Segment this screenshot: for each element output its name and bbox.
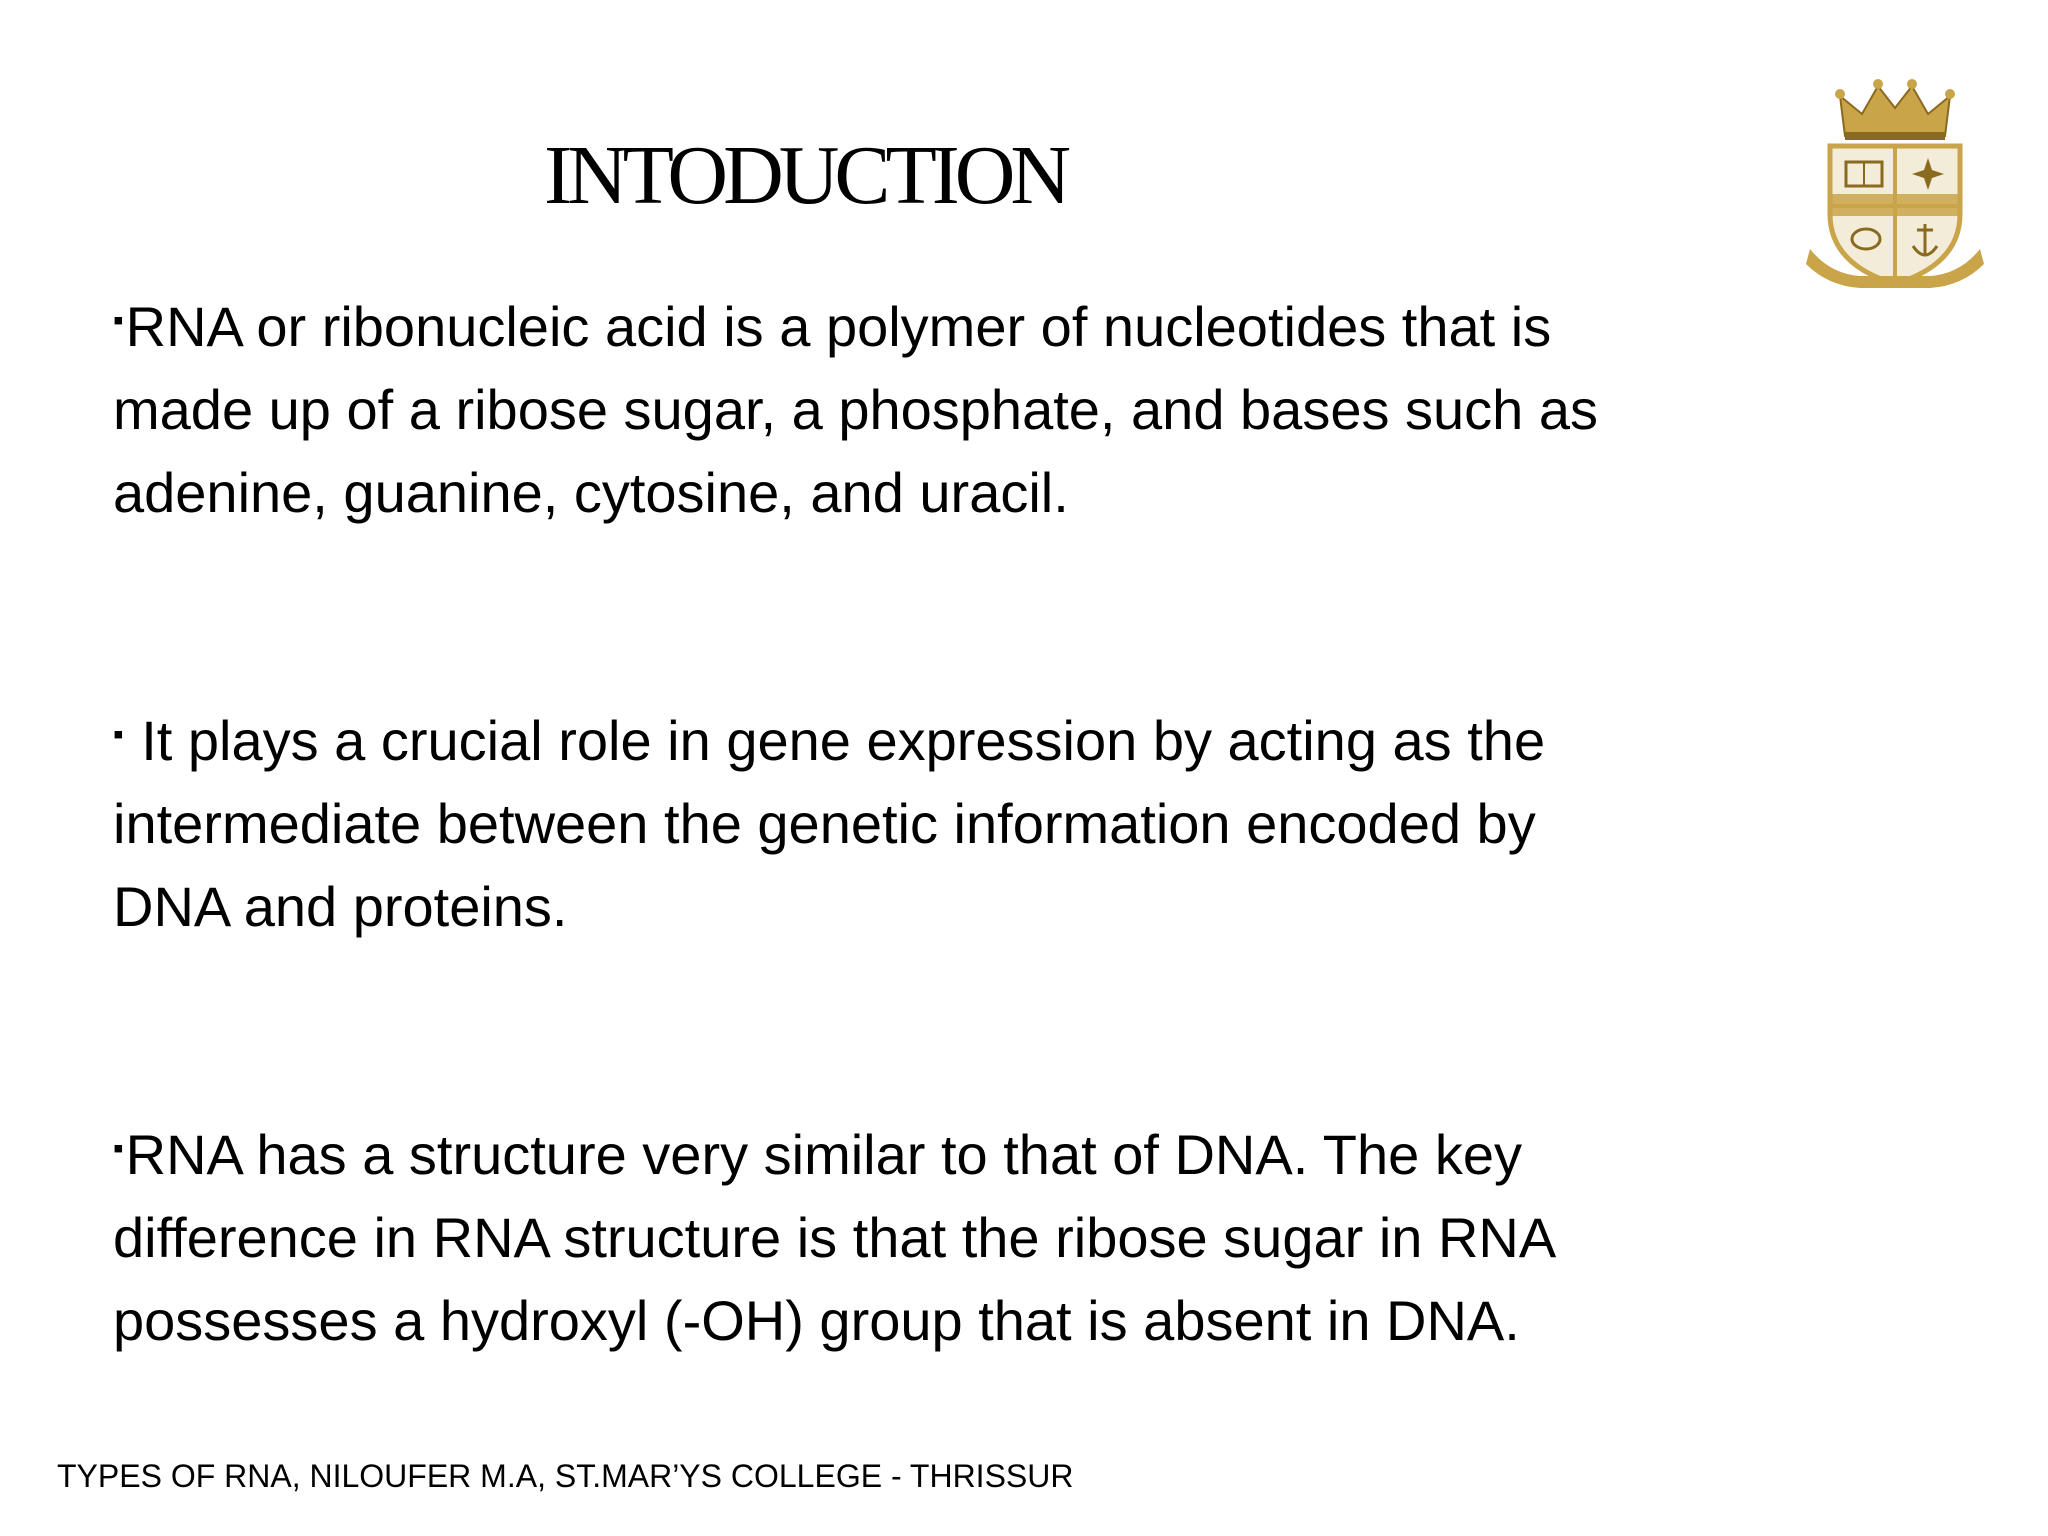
crown xyxy=(1835,79,1955,140)
paragraph-line: difference in RNA structure is that the ribose sugar in RNA xyxy=(113,1206,1557,1269)
paragraph-line: ▪RNA or ribonucleic acid is a polymer of nucleotides that is xyxy=(113,295,1552,358)
bullet-paragraph-2 xyxy=(113,693,1813,948)
bullet-marker: ▪ xyxy=(113,304,124,337)
paragraph-line: adenine, guanine, cytosine, and uracil. xyxy=(113,461,1069,524)
shield xyxy=(1830,146,1960,284)
bullet-marker: ▪ xyxy=(113,718,124,751)
paragraph-line: intermediate between the genetic information encoded by xyxy=(113,792,1536,855)
paragraph-line: ▪RNA has a structure very similar to that of DNA. The key xyxy=(113,1123,1523,1186)
paragraph-line: ▪ It plays a crucial role in gene expression by acting as the xyxy=(113,709,1546,772)
paragraph-line: possesses a hydroxyl (-OH) group that is absent in DNA. xyxy=(113,1289,1520,1352)
slide-title: INTODUCTION xyxy=(544,129,1067,222)
bullet-paragraph-1 xyxy=(113,279,1813,534)
bullet-marker: ▪ xyxy=(113,1132,124,1165)
bullet-paragraph-3 xyxy=(113,1107,1813,1362)
paragraph-line: DNA and proteins. xyxy=(113,875,568,938)
slide-footer: TYPES OF RNA, NILOUFER M.A, ST.MAR’YS COLLEGE - THRISSUR xyxy=(57,1458,1074,1494)
paragraph-line: made up of a ribose sugar, a phosphate, and bases such as xyxy=(113,378,1599,441)
college-crest-icon xyxy=(1800,74,1990,294)
